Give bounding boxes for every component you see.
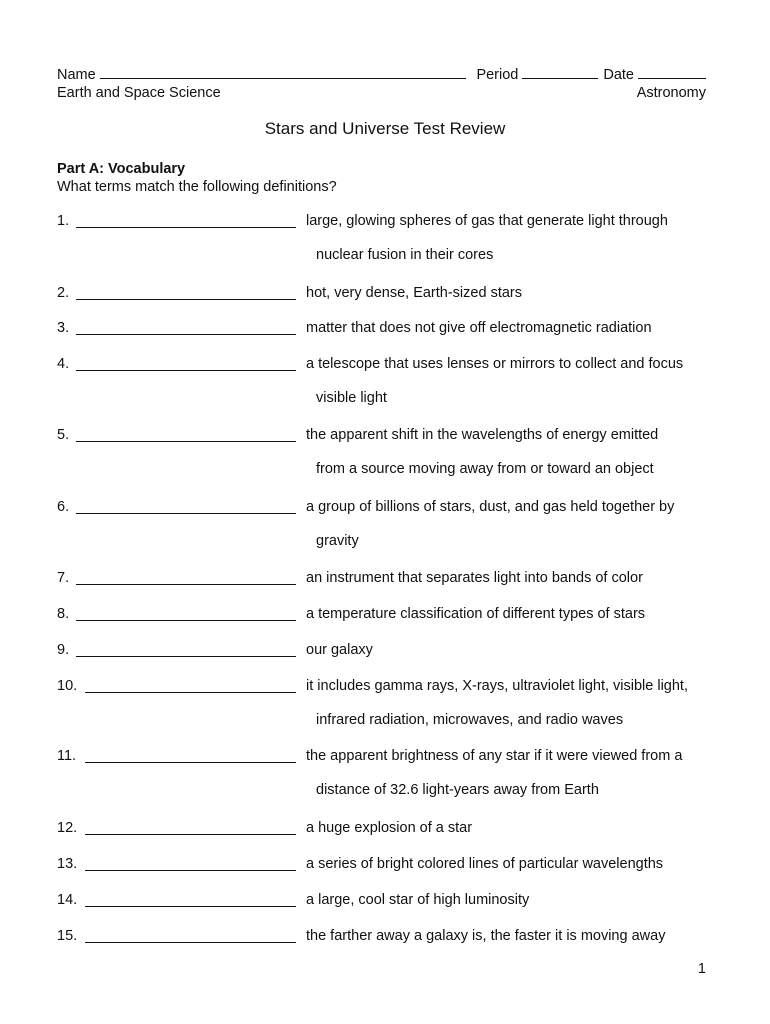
definition-line-1: the apparent brightness of any star if it were viewed from a	[306, 748, 683, 764]
item-number: 15.	[57, 928, 78, 944]
definition-line-2: from a source moving away from or toward an object	[316, 461, 654, 477]
definition-text	[306, 356, 726, 406]
answer-blank[interactable]	[85, 942, 296, 943]
answer-blank[interactable]	[85, 870, 296, 871]
course-name: Earth and Space Science	[57, 85, 221, 101]
definition-line-1: an instrument that separates light into bands of color	[306, 570, 643, 586]
item-number: 4.	[57, 356, 70, 372]
definition-text	[306, 570, 726, 586]
item-number: 14.	[57, 892, 78, 908]
definition-text	[306, 427, 726, 477]
answer-blank[interactable]	[76, 299, 296, 300]
period-blank	[522, 65, 598, 79]
answer-blank[interactable]	[85, 834, 296, 835]
definition-line-1: matter that does not give off electromagnetic radiation	[306, 320, 652, 336]
item-number: 1.	[57, 213, 70, 229]
definition-line-2: nuclear fusion in their cores	[316, 247, 494, 263]
page-title: Stars and Universe Test Review	[264, 119, 506, 138]
definition-text	[306, 820, 726, 836]
header-row-2	[57, 84, 706, 102]
definition-line-2: visible light	[316, 390, 387, 406]
item-number: 7.	[57, 570, 70, 586]
item-number: 10.	[57, 678, 78, 694]
definition-text	[306, 499, 726, 549]
name-label: Name	[57, 67, 96, 83]
definition-line-1: our galaxy	[306, 642, 373, 658]
section-instructions: What terms match the following definitions?	[57, 179, 337, 195]
answer-blank[interactable]	[76, 513, 296, 514]
definition-line-1: a huge explosion of a star	[306, 820, 473, 836]
answer-blank[interactable]	[76, 334, 296, 335]
item-number: 9.	[57, 642, 70, 658]
unit-name: Astronomy	[636, 85, 706, 101]
page-number: 1	[697, 961, 706, 977]
definition-text	[306, 748, 726, 798]
answer-blank[interactable]	[85, 692, 296, 693]
definition-line-1: a series of bright colored lines of particular wavelengths	[306, 856, 664, 872]
definition-line-2: infrared radiation, microwaves, and radio waves	[316, 712, 624, 728]
answer-blank[interactable]	[76, 441, 296, 442]
item-number: 12.	[57, 820, 78, 836]
date-label: Date	[603, 67, 634, 83]
definition-line-1: a temperature classification of different types of stars	[306, 606, 646, 622]
name-blank	[100, 65, 466, 79]
definition-line-1: a large, cool star of high luminosity	[306, 892, 530, 908]
definition-text	[306, 320, 726, 336]
definition-text	[306, 285, 726, 301]
date-blank	[638, 65, 706, 79]
period-label: Period	[476, 67, 519, 83]
answer-blank[interactable]	[85, 906, 296, 907]
item-number: 11.	[57, 748, 77, 764]
definition-line-1: large, glowing spheres of gas that generate light through	[306, 213, 668, 229]
definition-line-1: the farther away a galaxy is, the faster it is moving away	[306, 928, 666, 944]
definition-text	[306, 856, 726, 872]
definition-text	[306, 928, 726, 944]
header-row-1	[57, 65, 706, 84]
definition-line-1: it includes gamma rays, X-rays, ultraviolet light, visible light,	[306, 678, 688, 694]
section-heading: Part A: Vocabulary	[57, 161, 186, 177]
answer-blank[interactable]	[76, 227, 296, 228]
item-number: 3.	[57, 320, 70, 336]
definition-line-1: a telescope that uses lenses or mirrors to collect and focus	[306, 356, 684, 372]
definition-line-1: a group of billions of stars, dust, and gas held together by	[306, 499, 675, 515]
answer-blank[interactable]	[76, 620, 296, 621]
definition-text	[306, 678, 726, 728]
item-number: 8.	[57, 606, 70, 622]
answer-blank[interactable]	[76, 584, 296, 585]
definition-text	[306, 642, 726, 658]
definition-text	[306, 892, 726, 908]
definition-line-1: hot, very dense, Earth-sized stars	[306, 285, 522, 301]
definition-text	[306, 213, 726, 263]
definition-line-2: distance of 32.6 light-years away from Earth	[316, 782, 599, 798]
definition-line-2: gravity	[316, 533, 359, 549]
definition-text	[306, 606, 726, 622]
item-number: 6.	[57, 499, 70, 515]
answer-blank[interactable]	[85, 762, 296, 763]
item-number: 13.	[57, 856, 78, 872]
item-number: 5.	[57, 427, 70, 443]
answer-blank[interactable]	[76, 656, 296, 657]
answer-blank[interactable]	[76, 370, 296, 371]
item-number: 2.	[57, 285, 70, 301]
definition-line-1: the apparent shift in the wavelengths of energy emitted	[306, 427, 659, 443]
